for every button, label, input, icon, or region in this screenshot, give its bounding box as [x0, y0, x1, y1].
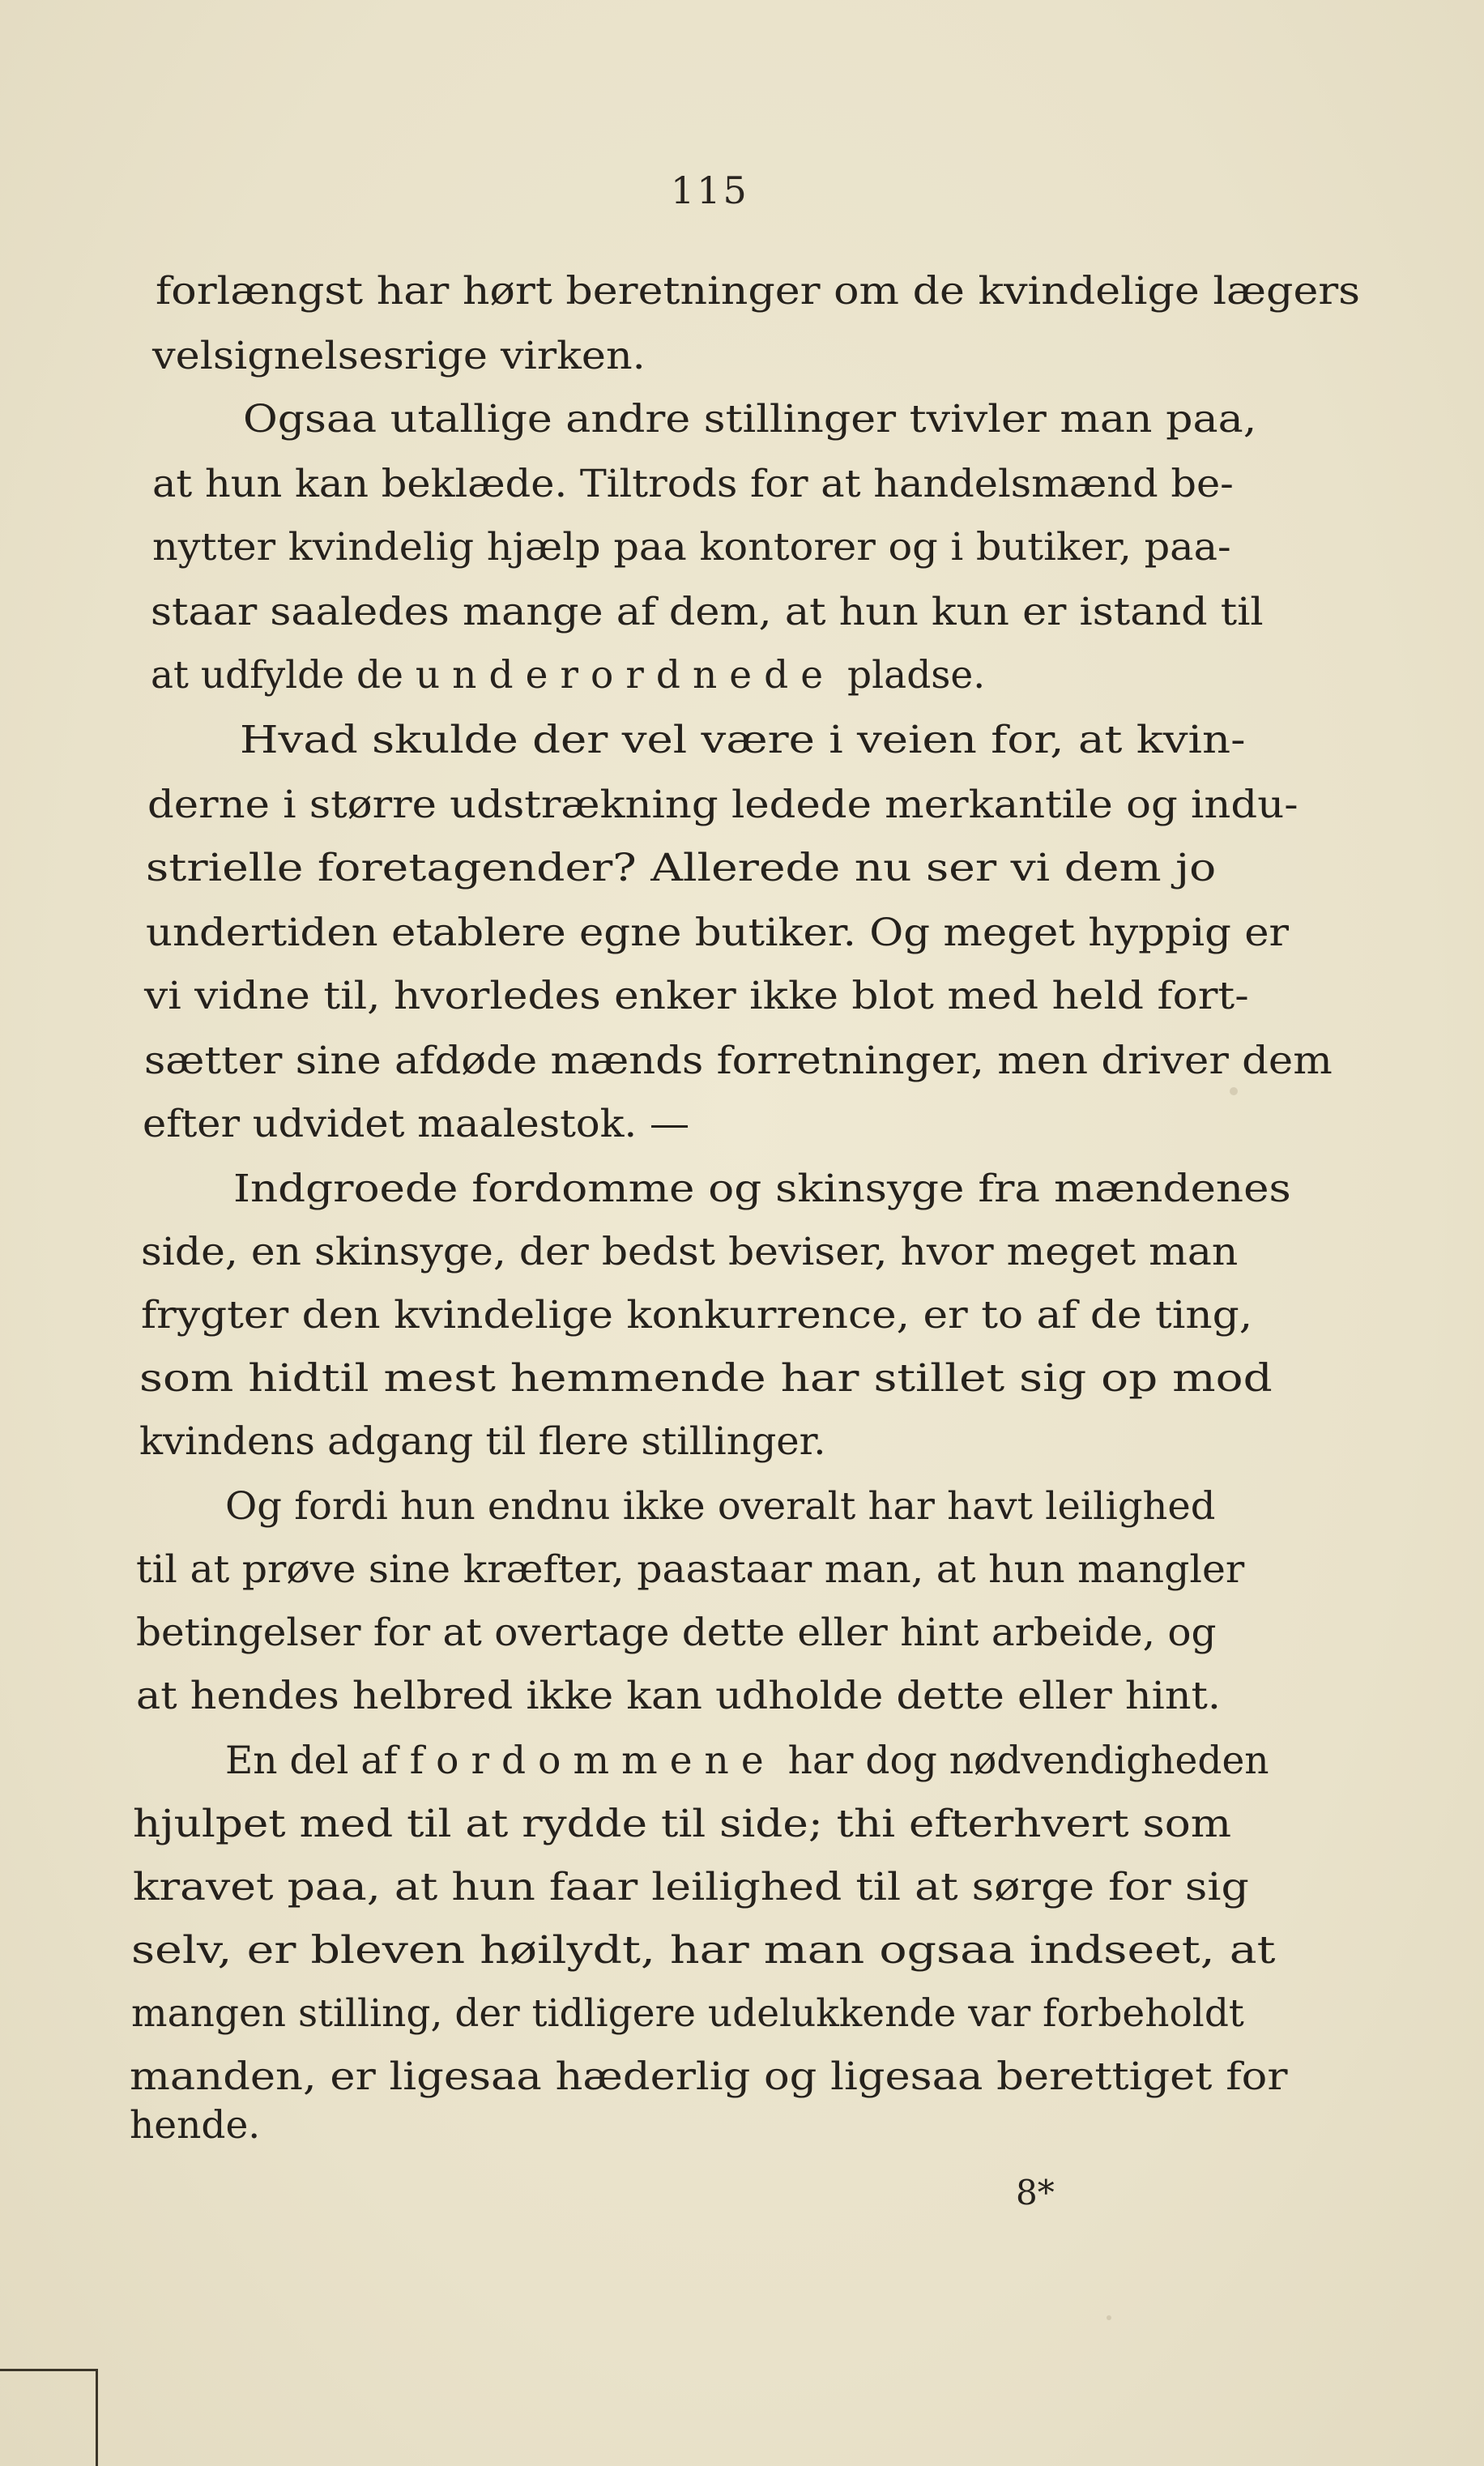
- page-number: 115: [671, 169, 749, 212]
- text-line: strielle foretagender? Allerede nu ser vi dem jo: [146, 846, 1217, 890]
- scan-border-line: [96, 2369, 98, 2466]
- text-line: kravet paa, at hun faar leilighed til at sørge for sig: [133, 1865, 1249, 1909]
- text-segment: En del af: [225, 1739, 410, 1783]
- emphasized-word: underordnede: [415, 653, 836, 698]
- text-line: at hun kan beklæde. Tiltrods for at handelsmænd be-: [152, 462, 1234, 506]
- text-line: Indgroede fordomme og skinsyge fra mændenes: [233, 1167, 1291, 1211]
- text-line: Ogsaa utallige andre stillinger tvivler man paa,: [243, 397, 1257, 442]
- text-line: hjulpet med til at rydde til side; thi efterhvert som: [133, 1802, 1232, 1846]
- text-line: Og fordi hun endnu ikke overalt har havt leilighed: [225, 1484, 1216, 1529]
- text-segment: har dog nødvendigheden: [775, 1739, 1269, 1783]
- text-line: forlængst har hørt beretninger om de kvindelige lægers: [156, 269, 1361, 314]
- text-segment: pladse.: [835, 653, 986, 698]
- text-line: efter udvidet maalestok. —: [143, 1102, 690, 1146]
- text-line: hende.: [130, 2103, 261, 2148]
- text-line: sætter sine afdøde mænds forretninger, men driver dem: [144, 1039, 1333, 1083]
- text-line: derne i større udstrækning ledede merkantile og indu-: [147, 783, 1298, 827]
- text-line: betingelser for at overtage dette eller hint arbeide, og: [136, 1611, 1217, 1655]
- paper-stain: [1107, 2315, 1111, 2320]
- text-line: manden, er ligesaa hæderlig og ligesaa berettiget for: [130, 2054, 1288, 2099]
- text-line: frygter den kvindelige konkurrence, er to af de ting,: [141, 1293, 1253, 1338]
- text-line: side, en skinsyge, der bedst beviser, hvor meget man: [141, 1230, 1239, 1274]
- signature-mark: 8*: [1016, 2173, 1055, 2212]
- text-line: nytter kvindelig hjælp paa kontorer og i butiker, paa-: [152, 525, 1231, 570]
- text-line: staar saaledes mange af dem, at hun kun er istand til: [151, 590, 1264, 634]
- text-line: vi vidne til, hvorledes enker ikke blot med held fort-: [144, 974, 1249, 1018]
- text-line: at hendes helbred ikke kan udholde dette eller hint.: [136, 1674, 1222, 1718]
- text-line: velsignelsesrige virken.: [152, 334, 646, 378]
- text-line: [151, 653, 986, 698]
- text-line: mangen stilling, der tidligere udelukkende var forbeholdt: [131, 1991, 1244, 2036]
- scan-border-line: [0, 2369, 97, 2371]
- text-segment: at udfylde de: [151, 653, 416, 698]
- text-line: undertiden etablere egne butiker. Og meget hyppig er: [146, 911, 1290, 955]
- paper-stain: [1230, 1087, 1238, 1095]
- text-line: selv, er bleven høilydt, har man ogsaa indseet, at: [131, 1928, 1276, 1973]
- text-line: til at prøve sine kræfter, paastaar man, at hun mangler: [136, 1547, 1245, 1592]
- text-line: Hvad skulde der vel være i veien for, at kvin-: [240, 718, 1246, 762]
- emphasized-word: fordommene: [409, 1739, 776, 1783]
- text-line: kvindens adgang til flere stillinger.: [139, 1419, 826, 1464]
- text-line: som hidtil mest hemmende har stillet sig op mod: [139, 1356, 1273, 1401]
- text-line: [225, 1739, 1269, 1783]
